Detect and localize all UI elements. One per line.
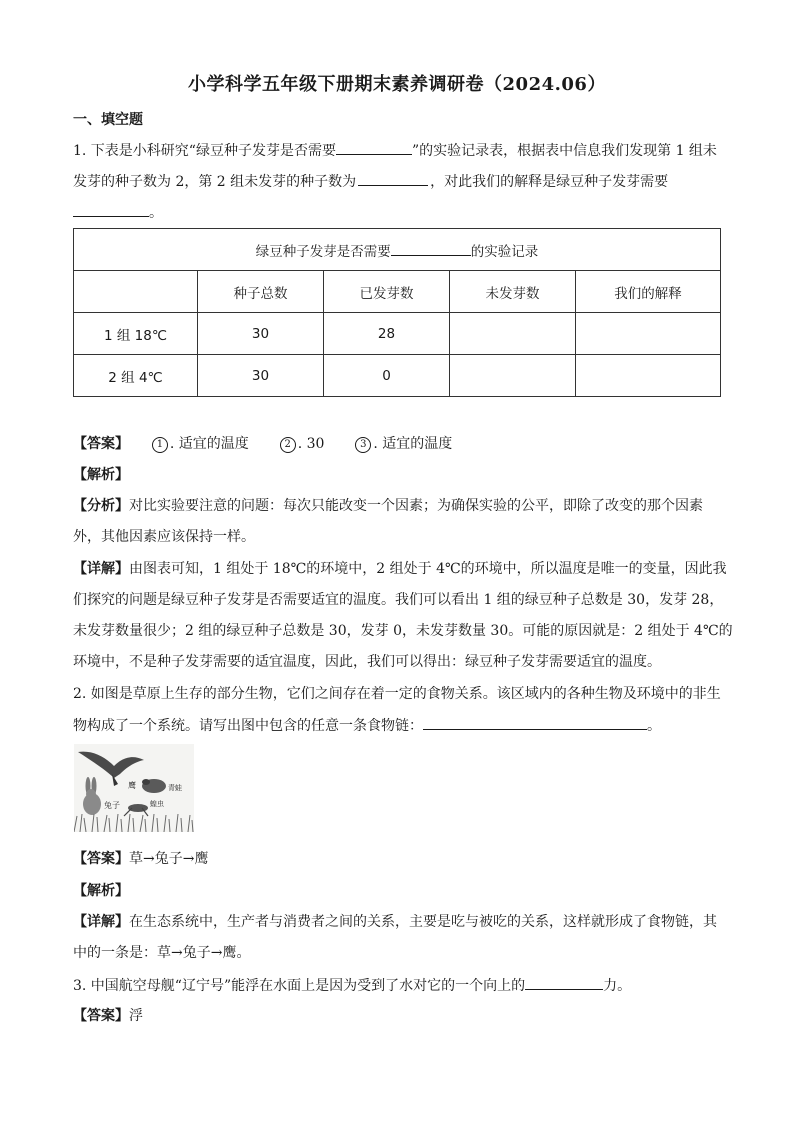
q3-text: 力。 bbox=[603, 978, 632, 994]
circled-number: 2 bbox=[280, 437, 296, 453]
q1-text: 发芽的种子数为 2，第 2 组未发芽的种子数为 bbox=[73, 174, 357, 190]
answer-blank bbox=[423, 715, 647, 730]
answer-text: 浮 bbox=[129, 1008, 143, 1024]
answer-label: 【答案】 bbox=[73, 436, 129, 452]
q1-text: ，对此我们的解释是绿豆种子发芽需要 bbox=[430, 174, 669, 190]
answer-blank bbox=[358, 171, 428, 186]
answer-blank bbox=[336, 140, 412, 155]
q1-fenxi-line-1 bbox=[73, 496, 722, 516]
q2-text: 物构成了一个系统。请写出图中包含的任意一条食物链： bbox=[73, 718, 423, 734]
q3-text: 3. 中国航空母舰“辽宁号”能浮在水面上是因为受到了水对它的一个向上的 bbox=[73, 978, 526, 994]
circled-number: 3 bbox=[355, 437, 371, 453]
table-cell bbox=[450, 355, 576, 397]
q2-xiangjie-line-2: 中的一条是：草→兔子→鹰。 bbox=[73, 945, 251, 961]
q1-line-2 bbox=[73, 171, 722, 192]
answer-text: . 30 bbox=[297, 436, 325, 452]
table-cell: 1 组 18℃ bbox=[74, 313, 198, 355]
q3-answer bbox=[73, 1006, 722, 1026]
table-row bbox=[74, 355, 721, 397]
frog-icon bbox=[142, 779, 166, 793]
q2-xiangjie-line-1 bbox=[73, 912, 722, 932]
table-cell: 28 bbox=[324, 313, 450, 355]
image-label-eagle: 鹰 bbox=[128, 781, 136, 790]
table-header-cell: 我们的解释 bbox=[576, 271, 721, 313]
section-heading: 一、填空题 bbox=[73, 112, 143, 128]
q2-text: 。 bbox=[647, 718, 661, 734]
xiangjie-text: 在生态系统中，生产者与消费者之间的关系，主要是吃与被吃的关系，这样就形成了食物链，其 bbox=[129, 914, 717, 930]
table-cell: 2 组 4℃ bbox=[74, 355, 198, 397]
answer-text: . 适宜的温度 bbox=[373, 436, 453, 452]
q1-line-1 bbox=[73, 140, 722, 161]
q2-jiexi-label: 【解析】 bbox=[73, 883, 129, 899]
caption-text: 的实验记录 bbox=[470, 243, 539, 260]
q1-jiexi-label: 【解析】 bbox=[73, 467, 129, 483]
grassland-animals-image bbox=[74, 744, 194, 832]
table-header-cell bbox=[74, 271, 198, 313]
table-cell: 30 bbox=[198, 313, 324, 355]
circled-number: 1 bbox=[152, 437, 168, 453]
xiangjie-text: 由图表可知，1 组处于 18℃的环境中，2 组处于 4℃的环境中，所以温度是唯一的变量，因此我 bbox=[129, 561, 727, 577]
xiangjie-label: 【详解】 bbox=[73, 914, 129, 930]
fenxi-text: 对比实验要注意的问题：每次只能改变一个因素；为确保实验的公平，即除了改变的那个因素 bbox=[129, 498, 703, 514]
table-header-cell: 种子总数 bbox=[198, 271, 324, 313]
table-row bbox=[74, 313, 721, 355]
q1-answer bbox=[73, 434, 722, 454]
answer-blank bbox=[73, 202, 149, 217]
q1-fenxi-line-2: 外，其他因素应该保持一样。 bbox=[73, 529, 255, 545]
table-cell: 30 bbox=[198, 355, 324, 397]
table-cell bbox=[576, 313, 721, 355]
table-header-cell: 已发芽数 bbox=[324, 271, 450, 313]
q1-text: 1. 下表是小科研究“绿豆种子发芽是否需要 bbox=[73, 143, 336, 159]
q2-answer bbox=[73, 849, 722, 869]
q1-xiangjie-line-4: 环境中，不是种子发芽需要的适宜温度，因此，我们可以得出：绿豆种子发芽需要适宜的温度。 bbox=[73, 654, 661, 670]
table-cell: 0 bbox=[324, 355, 450, 397]
table-cell bbox=[576, 355, 721, 397]
answer-text: 草→兔子→鹰 bbox=[129, 851, 209, 867]
fenxi-label: 【分析】 bbox=[73, 498, 129, 514]
q1-xiangjie-line-1 bbox=[73, 559, 727, 579]
q1-line-3 bbox=[73, 202, 722, 223]
q2-line-2 bbox=[73, 715, 722, 736]
experiment-table bbox=[73, 228, 721, 397]
image-label-locust: 蝗虫 bbox=[150, 800, 164, 808]
image-label-rabbit: 兔子 bbox=[104, 801, 120, 810]
table-header-row bbox=[74, 271, 721, 313]
table-caption-row bbox=[74, 229, 721, 271]
table-cell bbox=[450, 313, 576, 355]
table-caption bbox=[74, 229, 721, 271]
xiangjie-label: 【详解】 bbox=[73, 561, 129, 577]
q1-xiangjie-line-2: 们探究的问题是绿豆种子发芽是否需要适宜的温度。我们可以看出 1 组的绿豆种子总数是 30，发芽 28， bbox=[73, 592, 724, 608]
answer-text: . 适宜的温度 bbox=[169, 436, 249, 452]
answer-label: 【答案】 bbox=[73, 1008, 129, 1024]
page-title: 小学科学五年级下册期末素养调研卷（2024.06） bbox=[188, 74, 606, 95]
caption-text: 绿豆种子发芽是否需要 bbox=[255, 243, 391, 260]
answer-blank bbox=[391, 241, 471, 256]
table-header-cell: 未发芽数 bbox=[450, 271, 576, 313]
q1-text: ”的实验记录表，根据表中信息我们发现第 1 组未 bbox=[411, 143, 717, 159]
q1-xiangjie-line-3: 未发芽数量很少；2 组的绿豆种子总数是 30，发芽 0，未发芽数量 30。可能的原因就是：2 组处于 4℃的 bbox=[73, 623, 733, 639]
answer-blank bbox=[525, 975, 603, 990]
q2-line-1: 2. 如图是草原上生存的部分生物，它们之间存在着一定的食物关系。该区域内的各种生物及环境中的非生 bbox=[73, 686, 721, 702]
answer-label: 【答案】 bbox=[73, 851, 129, 867]
image-label-frog: 青蛙 bbox=[168, 784, 182, 792]
q1-text: 。 bbox=[149, 205, 163, 221]
q3-line-1 bbox=[73, 975, 722, 996]
